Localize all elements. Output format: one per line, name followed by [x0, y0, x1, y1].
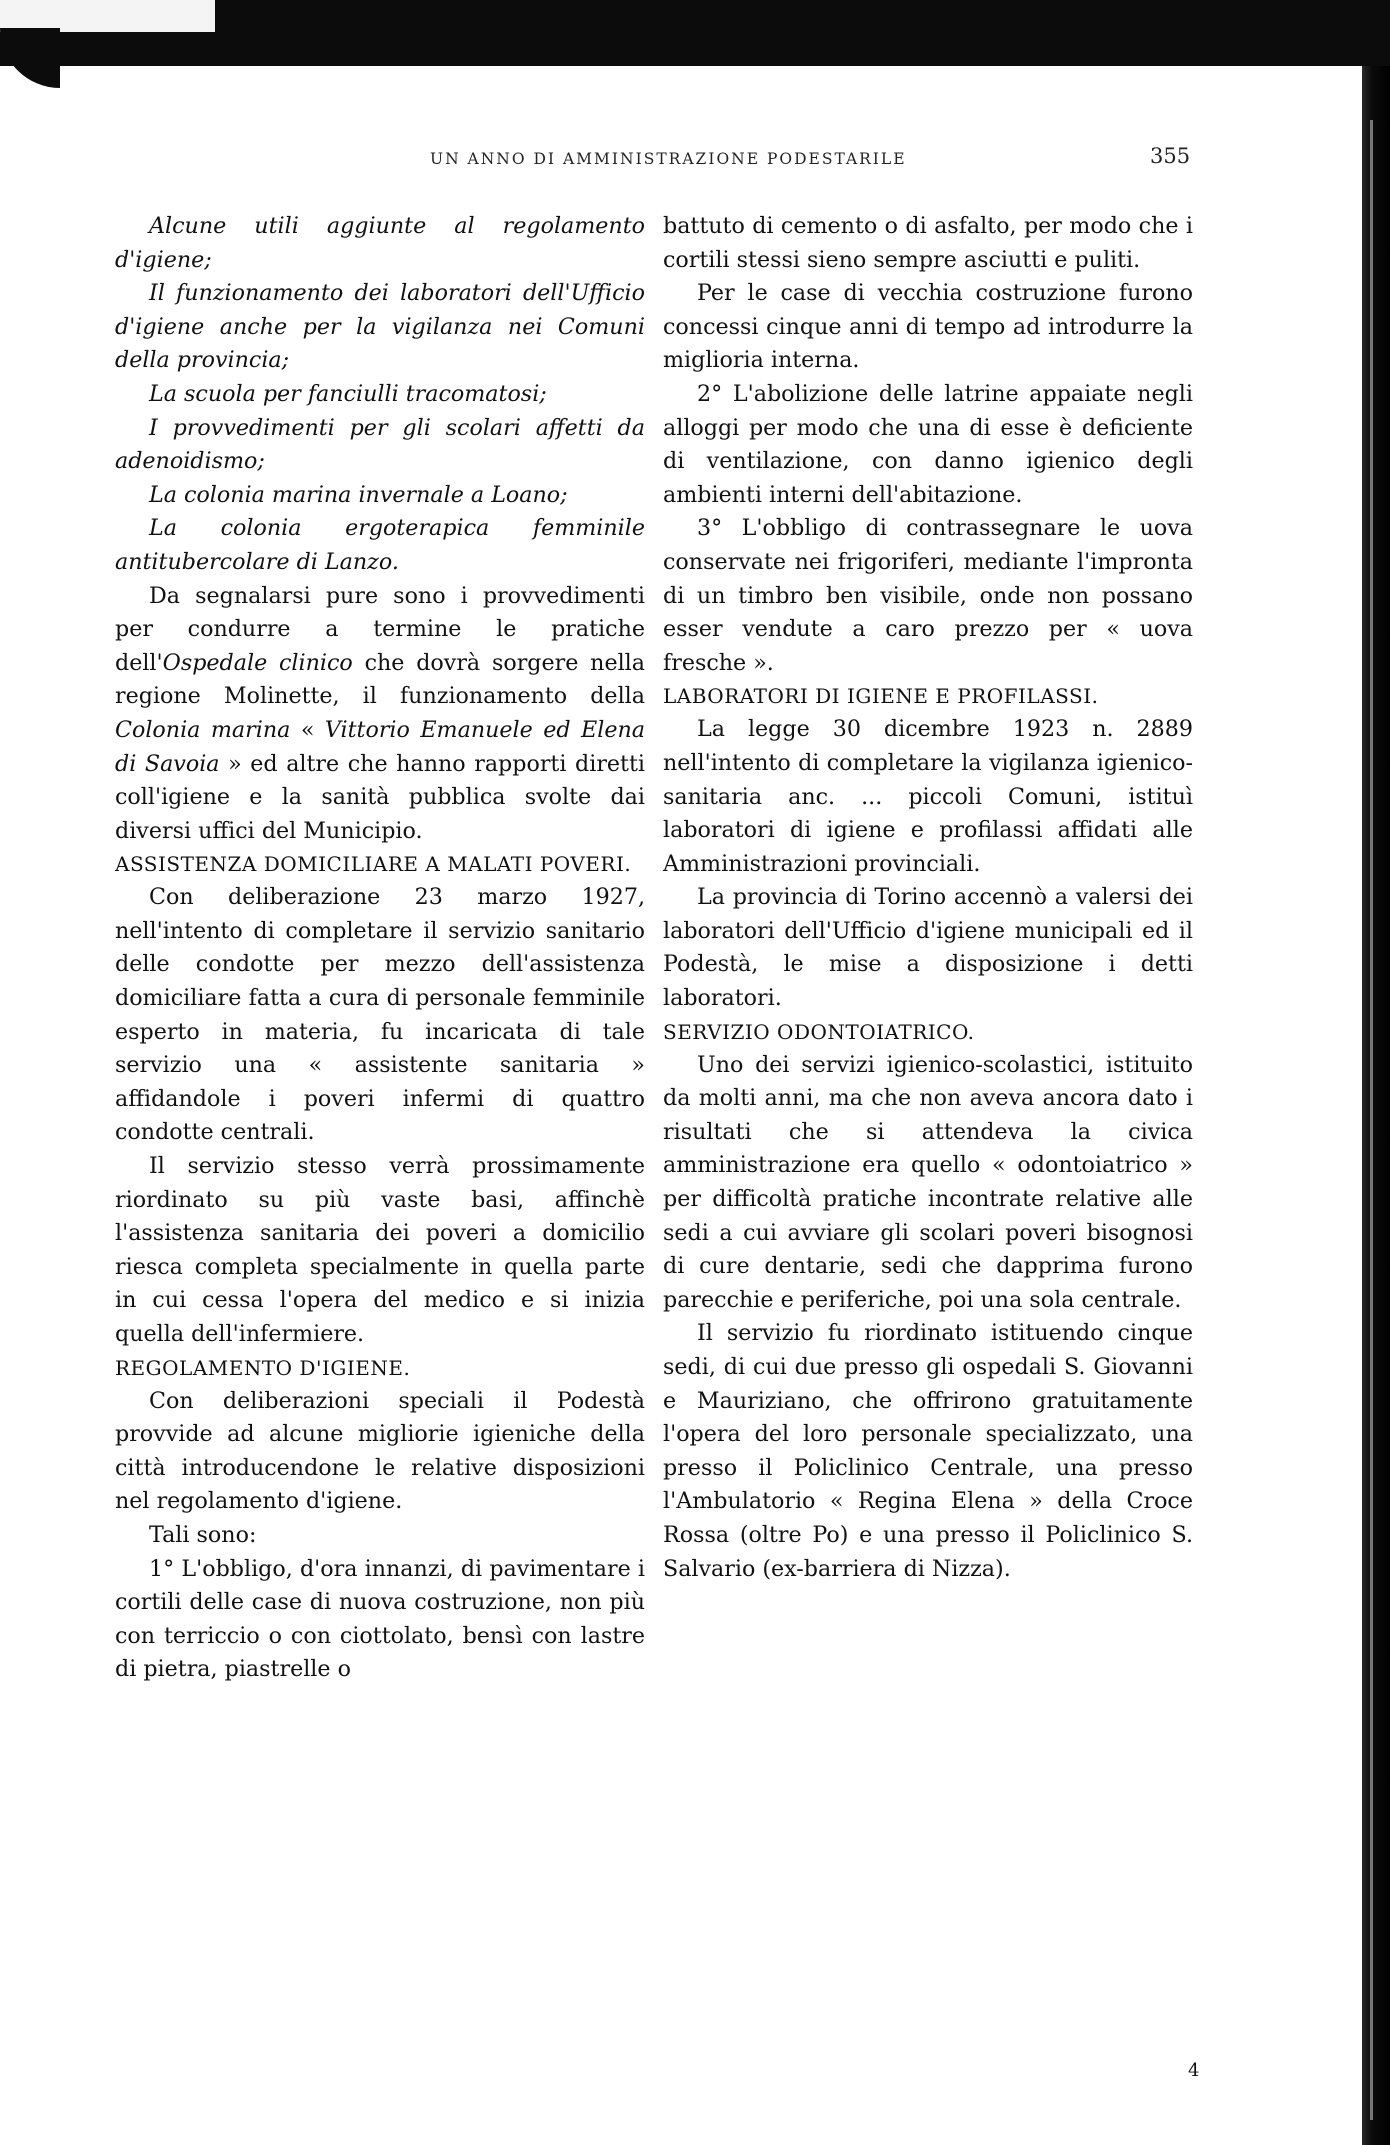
list-item: Il funzionamento dei laboratori dell'Ufficio d'igiene anche per la vigilanza nei Comuni della provincia; [115, 280, 645, 374]
section-heading-assistenza: ASSISTENZA DOMICILIARE A MALATI POVERI. [115, 852, 632, 877]
list-item: Alcune utili aggiunte al regolamento d'igiene; [115, 213, 645, 273]
paragraph: Con deliberazioni speciali il Podestà provvide ad alcune migliorie igieniche della città introducendone le relative disposizioni nel regolamento d'igiene. [115, 1387, 645, 1515]
text-run: » ed altre che hanno rapporti diretti coll'igiene e la sanità pubblica svolte dai diversi uffici del Municipio. [115, 750, 645, 844]
text-run: che dovrà sorgere nella regione Molinette, il funzionamento della [115, 649, 645, 710]
section-heading-regolamento: REGOLAMENTO D'IGIENE. [115, 1355, 411, 1380]
scan-right-edge-highlight [1370, 120, 1373, 2120]
paragraph-tali-sono: Tali sono: [149, 1521, 257, 1548]
text-run: Da segnalarsi pure sono i provvedimenti per condurre a termine le pratiche dell' [115, 582, 645, 676]
section-heading-odontoiatrico: SERVIZIO ODONTOIATRICO. [663, 1019, 975, 1044]
section-heading-laboratori: LABORATORI DI IGIENE E PROFILASSI. [663, 684, 1099, 709]
list-item: La colonia marina invernale a Loano; [149, 481, 568, 508]
paragraph-item-3: 3° L'obbligo di contrassegnare le uova conservate nei frigoriferi, mediante l'impronta di un timbro ben visibile, onde non possano esser vendute a caro prezzo per « uova fresche ». [663, 515, 1193, 676]
running-title: UN ANNO DI AMMINISTRAZIONE PODESTARILE [430, 150, 907, 168]
paragraph: La legge 30 dicembre 1923 n. 2889 nell'intento di completare la vigilanza igienico-sanitaria anc. ... piccoli Comuni, istituì laboratori di igiene e profilassi affidati alle Amministrazioni provinciali. [663, 716, 1193, 877]
paragraph-provvedimenti [115, 580, 645, 849]
text-run-italic: Colonia marina [115, 716, 291, 743]
list-item: La scuola per fanciulli tracomatosi; [149, 380, 547, 407]
signature-mark: 4 [1188, 2060, 1200, 2081]
page-header [0, 142, 1390, 172]
text-run-italic: Ospedale clinico [162, 649, 353, 676]
scan-top-curve [0, 28, 60, 88]
paragraph: Per le case di vecchia costruzione furono concessi cinque anni di tempo ad introdurre la miglioria interna. [663, 280, 1193, 374]
page-number: 355 [1150, 144, 1191, 168]
list-item: La colonia ergoterapica femminile antitubercolare di Lanzo. [115, 515, 645, 575]
list-item: I provvedimenti per gli scolari affetti da adenoidismo; [115, 414, 645, 475]
paragraph-item-1: 1° L'obbligo, d'ora innanzi, di pavimentare i cortili delle case di nuova costruzione, non più con terriccio o con ciottolato, bensì con lastre di pietra, piastrelle o [115, 1555, 645, 1683]
paragraph-item-2: 2° L'abolizione delle latrine appaiate negli alloggi per modo che una di esse è deficiente di ventilazione, con danno igienico degli ambienti interni dell'abitazione. [663, 380, 1193, 508]
text-run: « [290, 716, 325, 743]
paragraph-continuation: battuto di cemento o di asfalto, per modo che i cortili stessi sieno sempre asciutti e puliti. [663, 213, 1193, 273]
left-column [115, 210, 645, 1687]
paragraph: La provincia di Torino accennò a valersi dei laboratori dell'Ufficio d'igiene municipali ed il Podestà, le mise a disposizione i detti laboratori. [663, 884, 1193, 1012]
text-run-italic: Vittorio Emanuele ed Elena di Savoia [115, 716, 645, 777]
paragraph: Uno dei servizi igienico-scolastici, istituito da molti anni, ma che non aveva ancora dato i risultati che si attendeva la civica amministrazione era quello « odontoiatrico » per difficoltà pratiche incontrate relative alle sedi a cui avviare gli scolari poveri bisognosi di cure dentarie, sedi che dapprima furono parecchie e periferiche, poi una sola centrale. [663, 1051, 1193, 1313]
paragraph: Il servizio fu riordinato istituendo cinque sedi, di cui due presso gli ospedali S. Giovanni e Mauriziano, che offrirono gratuitamente l'opera del loro personale specializzato, una presso il Policlinico Centrale, una presso l'Ambulatorio « Regina Elena » della Croce Rossa (oltre Po) e una presso il Policlinico S. Salvario (ex-barriera di Nizza). [663, 1320, 1193, 1582]
scan-right-edge [1362, 66, 1390, 2145]
right-column [663, 210, 1193, 1586]
paragraph: Il servizio stesso verrà prossimamente riordinato su più vaste basi, affinchè l'assistenza sanitaria dei poveri a domicilio riesca completa specialmente in quella parte in cui cessa l'opera del medico e si inizia quella dell'infermiere. [115, 1153, 645, 1347]
paragraph: Con deliberazione 23 marzo 1927, nell'intento di completare il servizio sanitario delle condotte per mezzo dell'assistenza domiciliare fatta a cura di personale femminile esperto in materia, fu incaricata di tale servizio una « assistente sanitaria » affidandole i poveri infermi di quattro condotte centrali. [115, 884, 645, 1146]
